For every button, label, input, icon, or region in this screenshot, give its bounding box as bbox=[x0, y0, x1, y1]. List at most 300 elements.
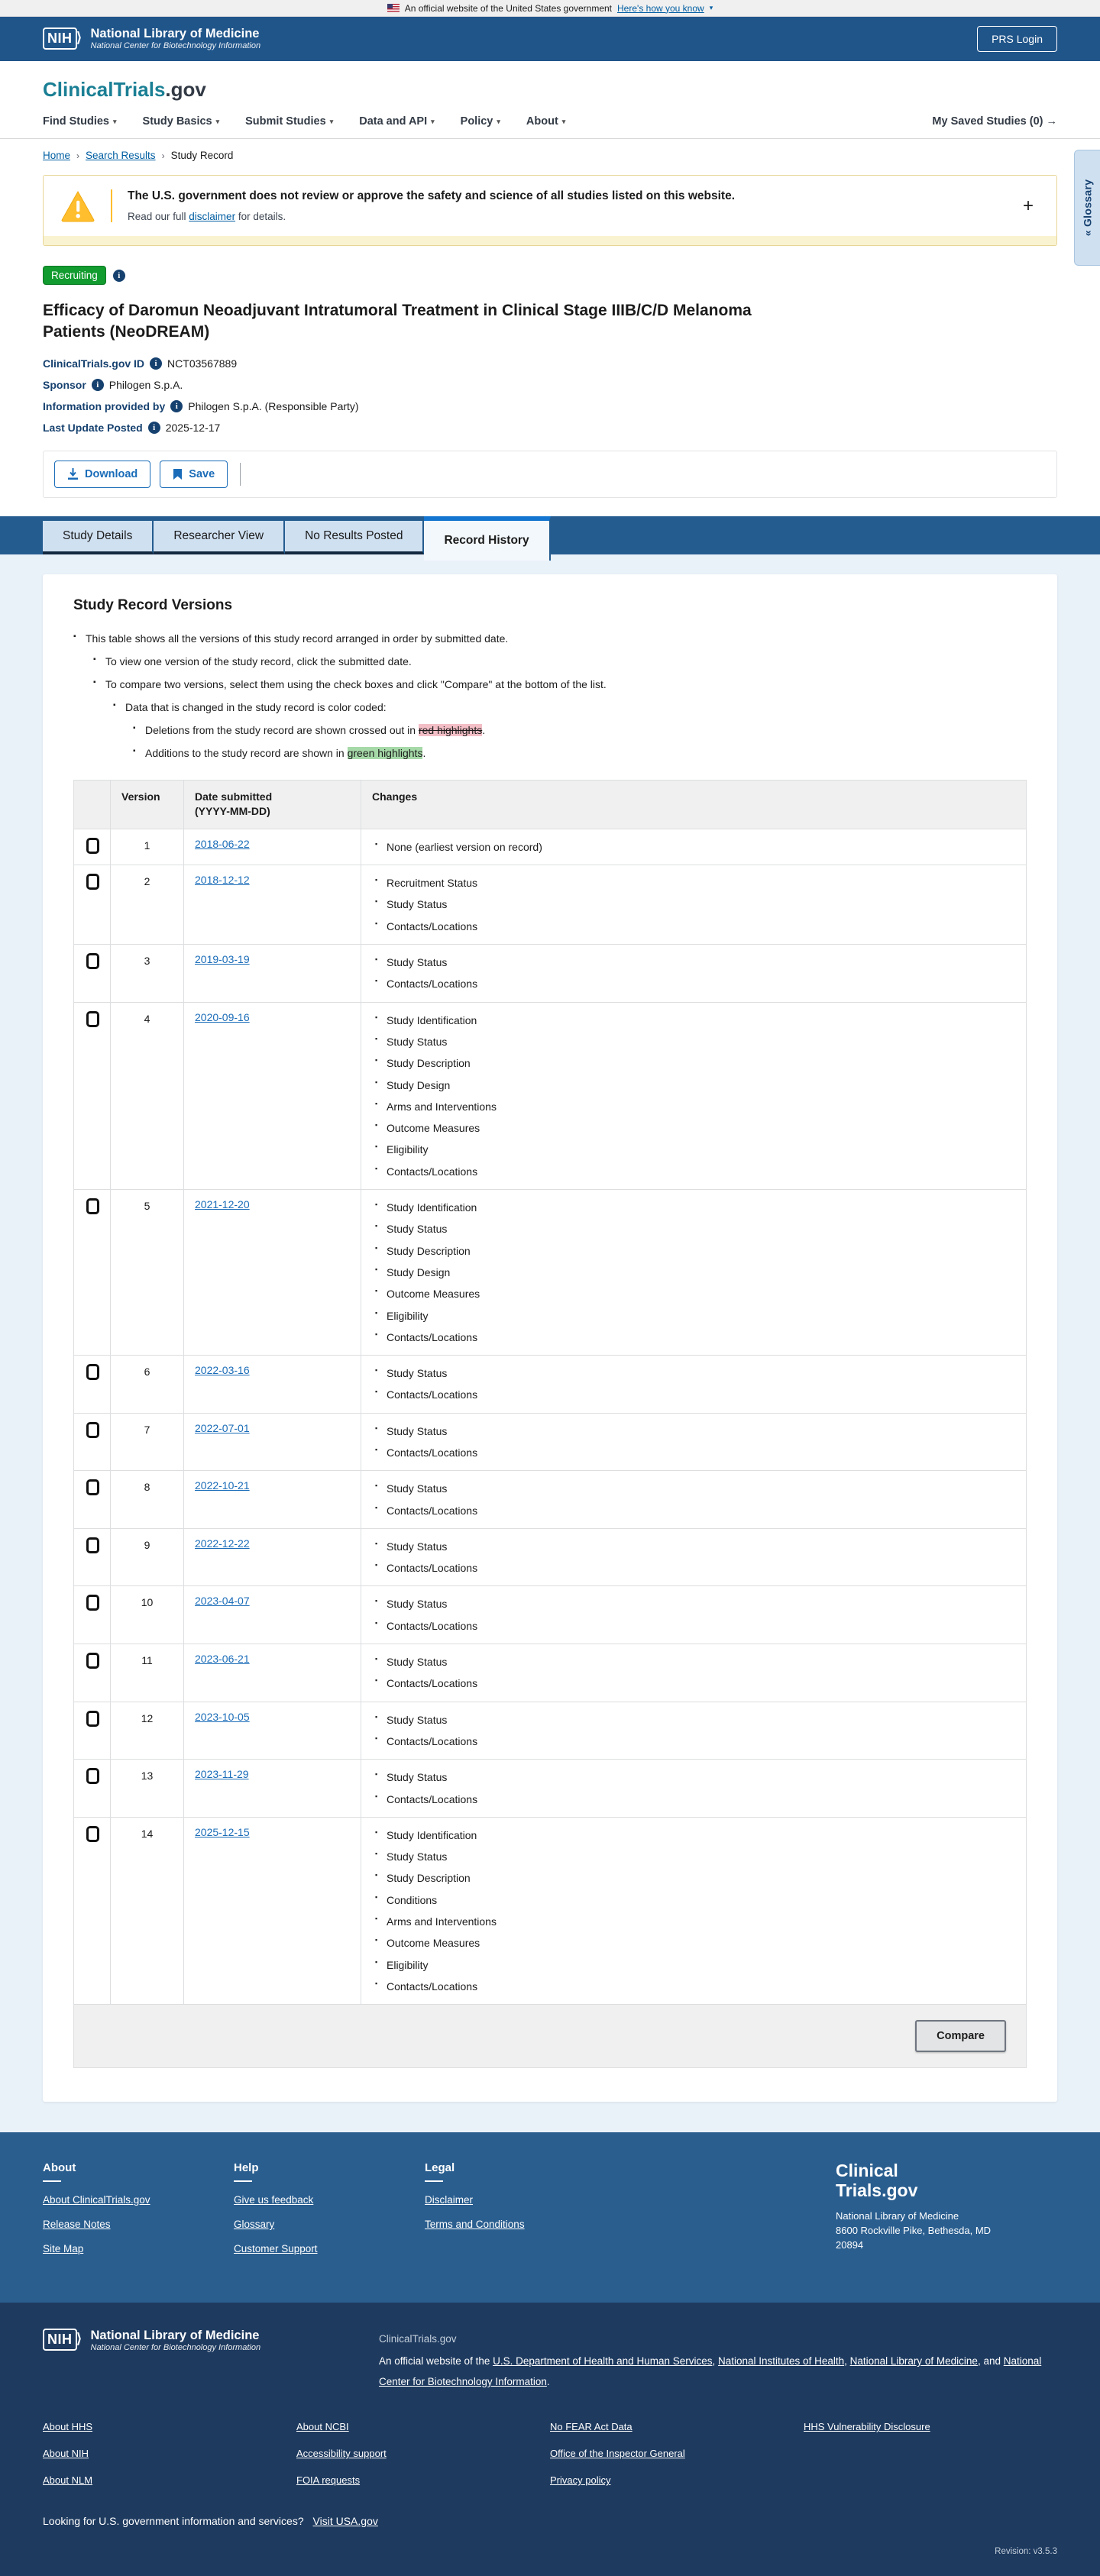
changes-cell bbox=[361, 945, 1027, 1003]
study-field-row bbox=[43, 379, 1057, 391]
date-submitted-link[interactable]: 2023-11-29 bbox=[195, 1768, 249, 1781]
change-item: ▪ Study Status bbox=[375, 1366, 1015, 1381]
footer-ncbi-suborg: National Center for Biotechnology Information bbox=[90, 2343, 261, 2353]
change-item: ▪ Arms and Interventions bbox=[375, 1914, 1015, 1929]
checkbox-cell bbox=[74, 1760, 111, 1818]
note-additions-prefix: Additions to the study record are shown in bbox=[145, 746, 348, 759]
version-number-cell: 12 bbox=[111, 1702, 184, 1760]
nav-item-label: Policy bbox=[460, 115, 493, 128]
footer-links-column bbox=[43, 2421, 296, 2501]
tab-no-results-posted[interactable]: No Results Posted bbox=[285, 521, 424, 554]
checkbox-cell bbox=[74, 1002, 111, 1189]
official-link-4[interactable]: National Center for Biotechnology Information bbox=[379, 2355, 1042, 2388]
study-field-value: 2025-12-17 bbox=[165, 421, 221, 434]
revision-label: Revision: v3.5.3 bbox=[995, 2547, 1057, 2557]
change-item: ▪ Study Status bbox=[375, 1034, 1015, 1049]
note-additions-suffix: . bbox=[422, 746, 426, 759]
changes-list bbox=[372, 1200, 1015, 1345]
nav-item-label: Data and API bbox=[359, 115, 428, 128]
change-item: ▪ Contacts/Locations bbox=[375, 1387, 1015, 1402]
version-number-cell: 10 bbox=[111, 1586, 184, 1644]
official-link-1[interactable]: U.S. Department of Health and Human Services bbox=[493, 2355, 713, 2368]
footer-column-help bbox=[234, 2161, 425, 2267]
brand-suffix: .gov bbox=[165, 78, 206, 101]
usa-gov-row bbox=[43, 2515, 1057, 2527]
date-submitted-link[interactable]: 2025-12-15 bbox=[195, 1825, 250, 1838]
footer-link-foia-requests[interactable]: FOIA requests bbox=[296, 2474, 361, 2487]
study-record-versions-card bbox=[43, 574, 1057, 2102]
recruiting-status-badge: Recruiting bbox=[43, 266, 106, 285]
visit-usa-gov-link[interactable]: Visit USA.gov bbox=[312, 2515, 378, 2528]
date-submitted-link[interactable]: 2019-03-19 bbox=[195, 953, 250, 966]
nav-item-label: Submit Studies bbox=[245, 115, 326, 128]
breadcrumb-separator: › bbox=[76, 150, 80, 161]
footer-links-column bbox=[296, 2421, 550, 2501]
date-submitted-link[interactable]: 2022-07-01 bbox=[195, 1421, 250, 1434]
version-checkbox[interactable] bbox=[86, 953, 99, 969]
version-number-cell: 2 bbox=[111, 865, 184, 945]
version-number-cell: 5 bbox=[111, 1190, 184, 1356]
change-item: ▪ Study Description bbox=[375, 1870, 1015, 1886]
changes-list bbox=[372, 1013, 1015, 1179]
version-checkbox[interactable] bbox=[86, 1198, 99, 1214]
footer-brand-line1: Clinical bbox=[836, 2161, 898, 2181]
main-nav bbox=[43, 115, 1057, 138]
version-checkbox[interactable] bbox=[86, 874, 99, 890]
official-link-3[interactable]: National Library of Medicine bbox=[849, 2355, 978, 2368]
change-item: ▪ Study Description bbox=[375, 1243, 1015, 1259]
change-item: ▪ Contacts/Locations bbox=[375, 1734, 1015, 1749]
footer-link-hhs-vulnerability-disclosure[interactable]: HHS Vulnerability Disclosure bbox=[804, 2421, 930, 2433]
gov-banner-text: An official website of the United States government bbox=[404, 2, 613, 14]
date-cell bbox=[184, 1190, 361, 1356]
warning-title: The U.S. government does not review or approve the safety and science of all studies listed on this website. bbox=[128, 189, 736, 202]
date-cell bbox=[184, 1356, 361, 1414]
date-submitted-link[interactable]: 2023-04-07 bbox=[195, 1595, 250, 1608]
checkbox-cell bbox=[74, 1471, 111, 1529]
changes-list bbox=[372, 1828, 1015, 1994]
checkbox-cell bbox=[74, 1356, 111, 1414]
footer-column-heading: Help bbox=[234, 2161, 259, 2175]
checkbox-cell bbox=[74, 1702, 111, 1760]
chevron-down-icon: ▾ bbox=[497, 117, 500, 125]
change-item: ▪ Study Design bbox=[375, 1265, 1015, 1280]
version-number-cell: 7 bbox=[111, 1413, 184, 1471]
change-item: ▪ Study Description bbox=[375, 1055, 1015, 1071]
footer-link-customer-support[interactable]: Customer Support bbox=[234, 2243, 318, 2255]
chevron-down-icon: ▾ bbox=[431, 117, 435, 125]
footer-link-terms-and-conditions[interactable]: Terms and Conditions bbox=[425, 2219, 525, 2231]
info-icon[interactable]: i bbox=[113, 270, 125, 282]
nlm-org-name: National Library of Medicine bbox=[90, 27, 260, 41]
changes-cell bbox=[361, 865, 1027, 945]
nav-item-label: Find Studies bbox=[43, 115, 109, 128]
change-item: ▪ Outcome Measures bbox=[375, 1286, 1015, 1301]
note-line: ▪ To view one version of the study record, click the submitted date. bbox=[93, 654, 1027, 670]
version-checkbox[interactable] bbox=[86, 1537, 99, 1553]
footer-link-release-notes[interactable]: Release Notes bbox=[43, 2219, 111, 2231]
changes-list bbox=[372, 1770, 1015, 1807]
footer-ct-label: ClinicalTrials.gov bbox=[379, 2333, 457, 2345]
study-field-value: Philogen S.p.A. (Responsible Party) bbox=[188, 399, 359, 412]
how-you-know-link[interactable]: Here's how you know bbox=[617, 2, 704, 14]
checkbox-cell bbox=[74, 829, 111, 865]
change-item: ▪ Eligibility bbox=[375, 1142, 1015, 1157]
info-icon[interactable]: i bbox=[148, 422, 160, 434]
date-cell bbox=[184, 1817, 361, 2004]
study-title: Efficacy of Daromun Neoadjuvant Intratumoral Treatment in Clinical Stage IIIB/C/D Melanoma Patients (NeoDREAM) bbox=[43, 302, 752, 341]
date-column-header bbox=[184, 780, 361, 829]
changes-list bbox=[372, 875, 1015, 934]
version-checkbox[interactable] bbox=[86, 1711, 99, 1727]
footer-link-about-nlm[interactable]: About NLM bbox=[43, 2474, 93, 2487]
study-field-value: NCT03567889 bbox=[167, 357, 238, 370]
study-field-label: Last Update Posted bbox=[43, 421, 143, 434]
changes-list bbox=[372, 1712, 1015, 1750]
chevron-down-icon: ▾ bbox=[709, 4, 713, 11]
version-checkbox[interactable] bbox=[86, 1595, 99, 1611]
version-number-cell: 8 bbox=[111, 1471, 184, 1529]
my-saved-studies-link[interactable]: My Saved Studies (0) → bbox=[932, 115, 1057, 128]
footer-link-no-fear-act-data[interactable]: No FEAR Act Data bbox=[550, 2421, 632, 2433]
nav-item-submit-studies[interactable] bbox=[245, 115, 333, 128]
footer-link-glossary[interactable]: Glossary bbox=[234, 2219, 275, 2231]
note-line-additions bbox=[133, 745, 1027, 761]
change-item: ▪ Study Status bbox=[375, 1596, 1015, 1611]
version-column-header: Version bbox=[111, 780, 184, 829]
footer-address bbox=[836, 2209, 1057, 2253]
changes-cell bbox=[361, 1002, 1027, 1189]
date-submitted-link[interactable]: 2023-06-21 bbox=[195, 1653, 250, 1666]
study-field-value: Philogen S.p.A. bbox=[108, 378, 183, 391]
glossary-tab-label: « Glossary bbox=[1081, 179, 1094, 237]
change-item: ▪ Study Status bbox=[375, 1424, 1015, 1439]
date-submitted-link[interactable]: 2023-10-05 bbox=[195, 1710, 250, 1723]
nav-item-find-studies[interactable] bbox=[43, 115, 117, 128]
change-item: ▪ Study Identification bbox=[375, 1013, 1015, 1028]
changes-cell bbox=[361, 1190, 1027, 1356]
tab-researcher-view[interactable]: Researcher View bbox=[154, 521, 285, 554]
breadcrumb-current: Study Record bbox=[170, 150, 234, 161]
versions-table-header-row bbox=[74, 780, 1027, 829]
footer-link-office-of-the-inspector-general[interactable]: Office of the Inspector General bbox=[550, 2448, 685, 2460]
date-submitted-link[interactable]: 2018-12-12 bbox=[195, 874, 250, 887]
ncbi-suborg-name: National Center for Biotechnology Information bbox=[90, 41, 261, 51]
changes-list bbox=[372, 1654, 1015, 1692]
change-item: ▪ Recruitment Status bbox=[375, 875, 1015, 890]
version-checkbox[interactable] bbox=[86, 1826, 99, 1842]
date-submitted-link[interactable]: 2020-09-16 bbox=[195, 1010, 250, 1023]
warning-body bbox=[128, 211, 1001, 222]
change-item: ▪ Study Status bbox=[375, 1712, 1015, 1728]
brand-primary: ClinicalTrials bbox=[43, 78, 166, 101]
note-deletions-prefix: Deletions from the study record are shown crossed out in bbox=[145, 723, 419, 736]
version-checkbox[interactable] bbox=[86, 1768, 99, 1784]
footer-address-line2: 8600 Rockville Pike, Bethesda, MD bbox=[836, 2224, 992, 2236]
change-item: ▪ Study Status bbox=[375, 1849, 1015, 1864]
change-item: ▪ Contacts/Locations bbox=[375, 1676, 1015, 1691]
usa-gov-text: Looking for U.S. government information and services? bbox=[43, 2515, 304, 2528]
disclaimer-link[interactable]: disclaimer bbox=[189, 211, 236, 222]
change-item: ▪ Study Status bbox=[375, 897, 1015, 912]
changes-cell bbox=[361, 1586, 1027, 1644]
breadcrumb-link-search-results[interactable]: Search Results bbox=[86, 150, 156, 161]
date-cell bbox=[184, 1471, 361, 1529]
site-footer bbox=[0, 2132, 1100, 2303]
tab-study-details[interactable]: Study Details bbox=[43, 521, 154, 554]
save-button[interactable] bbox=[160, 461, 228, 488]
footer-heading-rule bbox=[234, 2180, 252, 2182]
version-number-cell: 6 bbox=[111, 1356, 184, 1414]
red-highlight-sample: red highlights bbox=[418, 723, 483, 736]
changes-list bbox=[372, 1366, 1015, 1403]
note-line: ▪ Data that is changed in the study record is color coded: bbox=[113, 700, 1027, 716]
changes-cell bbox=[361, 1471, 1027, 1529]
changes-cell bbox=[361, 1760, 1027, 1818]
clinicaltrials-logo[interactable] bbox=[43, 78, 1057, 102]
study-field-row bbox=[43, 400, 1057, 412]
breadcrumb-link-home[interactable]: Home bbox=[43, 150, 71, 161]
warning-body-suffix: for details. bbox=[235, 211, 286, 222]
versions-table-body bbox=[74, 829, 1027, 2004]
warning-triangle-icon bbox=[60, 190, 95, 222]
date-submitted-link[interactable]: 2022-12-22 bbox=[195, 1537, 250, 1550]
change-item: ▪ Study Status bbox=[375, 955, 1015, 970]
bookmark-icon bbox=[173, 468, 183, 480]
change-item: ▪ Contacts/Locations bbox=[375, 976, 1015, 991]
changes-cell bbox=[361, 1817, 1027, 2004]
footer-link-privacy-policy[interactable]: Privacy policy bbox=[550, 2474, 611, 2487]
footer-clinicaltrials-logo bbox=[836, 2161, 1057, 2200]
change-item: ▪ None (earliest version on record) bbox=[375, 839, 1015, 855]
change-item: ▪ Contacts/Locations bbox=[375, 1164, 1015, 1179]
nav-item-policy[interactable] bbox=[461, 115, 500, 128]
date-cell bbox=[184, 1002, 361, 1189]
date-submitted-link[interactable]: 2022-10-21 bbox=[195, 1479, 250, 1492]
footer-link-site-map[interactable]: Site Map bbox=[43, 2243, 84, 2255]
action-bar bbox=[43, 451, 1057, 498]
study-field-row bbox=[43, 357, 1057, 370]
chevron-down-icon: ▾ bbox=[329, 117, 334, 125]
footer-nlm-logo[interactable] bbox=[43, 2329, 348, 2392]
chevron-down-icon: ▾ bbox=[561, 117, 566, 125]
table-footer bbox=[73, 2005, 1027, 2068]
version-checkbox[interactable] bbox=[86, 1011, 99, 1027]
footer-link-about-ncbi[interactable]: About NCBI bbox=[296, 2421, 349, 2433]
change-item: ▪ Outcome Measures bbox=[375, 1120, 1015, 1136]
study-field-row bbox=[43, 422, 1057, 434]
nih-header bbox=[0, 17, 1100, 61]
study-fields bbox=[43, 357, 1057, 434]
date-submitted-link[interactable]: 2018-06-22 bbox=[195, 837, 250, 850]
footer-links-grid bbox=[43, 2421, 1057, 2501]
change-item: ▪ Eligibility bbox=[375, 1308, 1015, 1324]
note-line-deletions bbox=[133, 722, 1027, 739]
checkbox-cell bbox=[74, 945, 111, 1003]
section-heading: Study Record Versions bbox=[73, 596, 233, 613]
record-history-panel bbox=[0, 554, 1100, 2133]
checkbox-column-header bbox=[74, 780, 111, 829]
version-number-cell: 9 bbox=[111, 1528, 184, 1586]
date-cell bbox=[184, 865, 361, 945]
footer-links-column bbox=[804, 2421, 1057, 2501]
changes-cell bbox=[361, 829, 1027, 865]
changes-cell bbox=[361, 1528, 1027, 1586]
footer-link-about-nih[interactable]: About NIH bbox=[43, 2448, 89, 2460]
warning-body-prefix: Read our full bbox=[128, 211, 189, 222]
change-item: ▪ Contacts/Locations bbox=[375, 1618, 1015, 1634]
version-row bbox=[74, 945, 1027, 1003]
tab-band bbox=[0, 516, 1100, 554]
checkbox-cell bbox=[74, 1413, 111, 1471]
change-item: ▪ Conditions bbox=[375, 1892, 1015, 1908]
version-row bbox=[74, 829, 1027, 865]
date-submitted-link[interactable]: 2021-12-20 bbox=[195, 1198, 250, 1211]
version-row bbox=[74, 1702, 1027, 1760]
footer-links-column bbox=[550, 2421, 804, 2501]
compare-button[interactable]: Compare bbox=[915, 2020, 1006, 2052]
version-checkbox[interactable] bbox=[86, 1364, 99, 1380]
date-cell bbox=[184, 945, 361, 1003]
government-warning-banner bbox=[43, 175, 1057, 246]
changes-cell bbox=[361, 1356, 1027, 1414]
footer-brand bbox=[836, 2161, 1057, 2267]
info-icon[interactable]: i bbox=[150, 357, 162, 370]
version-number-cell: 1 bbox=[111, 829, 184, 865]
footer-link-give-us-feedback[interactable]: Give us feedback bbox=[234, 2194, 314, 2206]
nav-item-study-basics[interactable] bbox=[143, 115, 220, 128]
change-item: ▪ Study Status bbox=[375, 1539, 1015, 1554]
nav-item-data-and-api[interactable] bbox=[359, 115, 434, 128]
green-highlight-sample: green highlights bbox=[347, 746, 423, 759]
date-cell bbox=[184, 1644, 361, 1702]
footer-brand-line2: Trials.gov bbox=[836, 2180, 918, 2200]
nav-item-label: Study Basics bbox=[142, 115, 212, 128]
change-item: ▪ Contacts/Locations bbox=[375, 1330, 1015, 1345]
date-cell bbox=[184, 1760, 361, 1818]
download-button-label: Download bbox=[85, 467, 138, 480]
glossary-side-tab[interactable] bbox=[1074, 150, 1100, 266]
changes-list bbox=[372, 1424, 1015, 1461]
version-checkbox[interactable] bbox=[86, 1479, 99, 1495]
changes-list bbox=[372, 1539, 1015, 1576]
tab-record-history[interactable]: Record History bbox=[424, 516, 550, 561]
changes-list bbox=[372, 1481, 1015, 1518]
chevron-down-icon: ▾ bbox=[215, 117, 220, 125]
chevron-down-icon: ▾ bbox=[113, 117, 117, 125]
change-item: ▪ Study Status bbox=[375, 1481, 1015, 1496]
version-row bbox=[74, 1413, 1027, 1471]
study-field-label: Information provided by bbox=[43, 399, 166, 412]
expand-plus-icon[interactable]: + bbox=[1022, 195, 1034, 216]
version-checkbox[interactable] bbox=[86, 838, 99, 854]
date-header-line1: Date submitted bbox=[195, 790, 273, 803]
version-row bbox=[74, 1760, 1027, 1818]
nav-item-label: About bbox=[526, 115, 558, 128]
version-row bbox=[74, 1528, 1027, 1586]
change-item: ▪ Study Status bbox=[375, 1654, 1015, 1669]
date-submitted-link[interactable]: 2022-03-16 bbox=[195, 1364, 250, 1377]
footer-nih-logo-icon: NIH ⟩ bbox=[43, 2329, 77, 2351]
footer-link-about-hhs[interactable]: About HHS bbox=[43, 2421, 93, 2433]
nav-item-about[interactable] bbox=[526, 115, 565, 128]
us-flag-icon bbox=[387, 4, 400, 12]
date-cell bbox=[184, 1413, 361, 1471]
nlm-footer bbox=[0, 2303, 1100, 2576]
footer-column-legal bbox=[425, 2161, 616, 2267]
note-line: ▪ To compare two versions, select them using the check boxes and click "Compare" at the bottom of the list. bbox=[93, 677, 1027, 693]
footer-nlm-org: National Library of Medicine bbox=[90, 2329, 260, 2343]
footer-address-line3: 20894 bbox=[836, 2238, 864, 2251]
gov-banner bbox=[0, 0, 1100, 17]
footer-heading-rule bbox=[425, 2180, 443, 2182]
info-icon[interactable]: i bbox=[170, 400, 183, 412]
change-item: ▪ Outcome Measures bbox=[375, 1935, 1015, 1951]
checkbox-cell bbox=[74, 1190, 111, 1356]
checkbox-cell bbox=[74, 865, 111, 945]
breadcrumb bbox=[43, 139, 1057, 169]
download-button[interactable] bbox=[54, 461, 150, 488]
footer-column-heading: About bbox=[43, 2161, 76, 2175]
footer-link-accessibility-support[interactable]: Accessibility support bbox=[296, 2448, 387, 2460]
version-row bbox=[74, 1644, 1027, 1702]
change-item: ▪ Contacts/Locations bbox=[375, 1503, 1015, 1518]
changes-list bbox=[372, 1596, 1015, 1634]
version-number-cell: 14 bbox=[111, 1817, 184, 2004]
nih-logo-icon: NIH ⟩ bbox=[43, 27, 77, 50]
version-row bbox=[74, 1190, 1027, 1356]
version-number-cell: 11 bbox=[111, 1644, 184, 1702]
checkbox-cell bbox=[74, 1817, 111, 2004]
note-line: ▪ This table shows all the versions of this study record arranged in order by submitted date. bbox=[73, 631, 1027, 647]
info-icon[interactable]: i bbox=[92, 379, 104, 391]
version-checkbox[interactable] bbox=[86, 1653, 99, 1669]
changes-cell bbox=[361, 1413, 1027, 1471]
save-button-label: Save bbox=[189, 467, 215, 480]
footer-address-line1: National Library of Medicine bbox=[836, 2209, 959, 2222]
checkbox-cell bbox=[74, 1586, 111, 1644]
version-row bbox=[74, 1586, 1027, 1644]
changes-cell bbox=[361, 1702, 1027, 1760]
footer-link-disclaimer[interactable]: Disclaimer bbox=[425, 2194, 474, 2206]
checkbox-cell bbox=[74, 1528, 111, 1586]
version-row bbox=[74, 865, 1027, 945]
date-cell bbox=[184, 829, 361, 865]
version-row bbox=[74, 1471, 1027, 1529]
change-item: ▪ Study Status bbox=[375, 1221, 1015, 1236]
prs-login-button[interactable]: PRS Login bbox=[977, 26, 1057, 52]
version-row bbox=[74, 1817, 1027, 2004]
changes-cell bbox=[361, 1644, 1027, 1702]
change-item: ▪ Arms and Interventions bbox=[375, 1099, 1015, 1114]
study-field-label: Sponsor bbox=[43, 378, 86, 391]
change-item: ▪ Study Status bbox=[375, 1770, 1015, 1785]
footer-link-about-clinicaltrials-gov[interactable]: About ClinicalTrials.gov bbox=[43, 2194, 150, 2206]
version-checkbox[interactable] bbox=[86, 1422, 99, 1438]
change-item: ▪ Contacts/Locations bbox=[375, 1445, 1015, 1460]
footer-column-heading: Legal bbox=[425, 2161, 455, 2175]
note-deletions-suffix: . bbox=[482, 723, 486, 736]
versions-table bbox=[73, 780, 1027, 2006]
date-header-line2: (YYYY-MM-DD) bbox=[195, 805, 270, 818]
warning-divider bbox=[111, 189, 112, 222]
download-icon bbox=[67, 468, 79, 480]
checkbox-cell bbox=[74, 1644, 111, 1702]
study-field-label: ClinicalTrials.gov ID bbox=[43, 357, 145, 370]
official-link-2[interactable]: National Institutes of Health bbox=[718, 2355, 845, 2368]
footer-heading-rule bbox=[43, 2180, 61, 2182]
nlm-logo[interactable] bbox=[43, 27, 260, 51]
